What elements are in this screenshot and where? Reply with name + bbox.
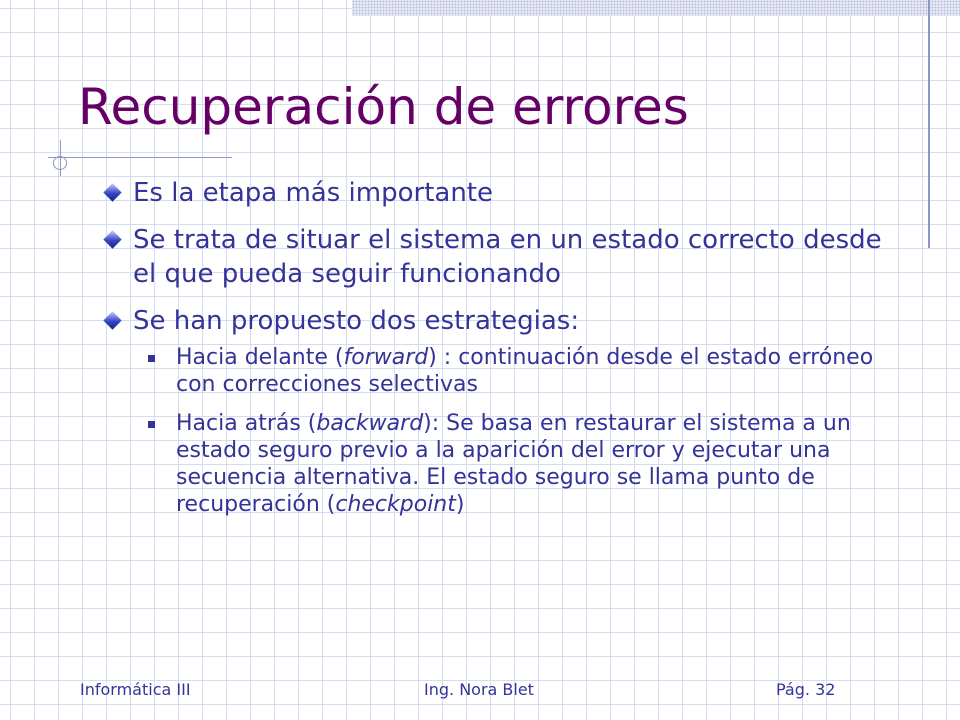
footer-left: Informática III: [80, 680, 191, 699]
bullet-item: [100, 176, 890, 210]
bullet-text: Se han propuesto dos estrategias:: [133, 306, 580, 336]
decorative-vertical-line: [928, 0, 930, 248]
bullet-text: Es la etapa más importante: [133, 178, 494, 208]
sub-bullet-text: Hacia atrás (backward): Se basa en restaurar el sistema a un estado seguro previo a la aparición del error y ejecutar una secuencia alternativa. El estado seguro se llama punto de recuperación (checkpoint): [176, 411, 851, 517]
diamond-bullet-icon: [103, 183, 121, 201]
title-underline: [48, 157, 232, 158]
slide-title: Recuperación de errores: [78, 78, 689, 136]
bullet-text: Se trata de situar el sistema en un estado correcto desde el que pueda seguir funcionando: [133, 225, 882, 289]
sub-bullet-text: Hacia delante (forward) : continuación desde el estado erróneo con correcciones selectivas: [176, 345, 874, 397]
decorative-top-band: [352, 0, 960, 16]
diamond-bullet-icon: [103, 311, 121, 329]
footer-center: Ing. Nora Blet: [424, 680, 534, 699]
bullet-item: [100, 223, 890, 291]
bullet-item: [100, 304, 890, 338]
sub-bullet-item: [176, 344, 876, 398]
square-bullet-icon: [148, 421, 155, 428]
sub-bullet-item: [176, 410, 876, 518]
square-bullet-icon: [148, 355, 155, 362]
bullet-list: [100, 176, 890, 530]
diamond-bullet-icon: [103, 230, 121, 248]
footer-page-number: Pág. 32: [776, 680, 836, 699]
title-ring-ornament: [53, 156, 67, 170]
